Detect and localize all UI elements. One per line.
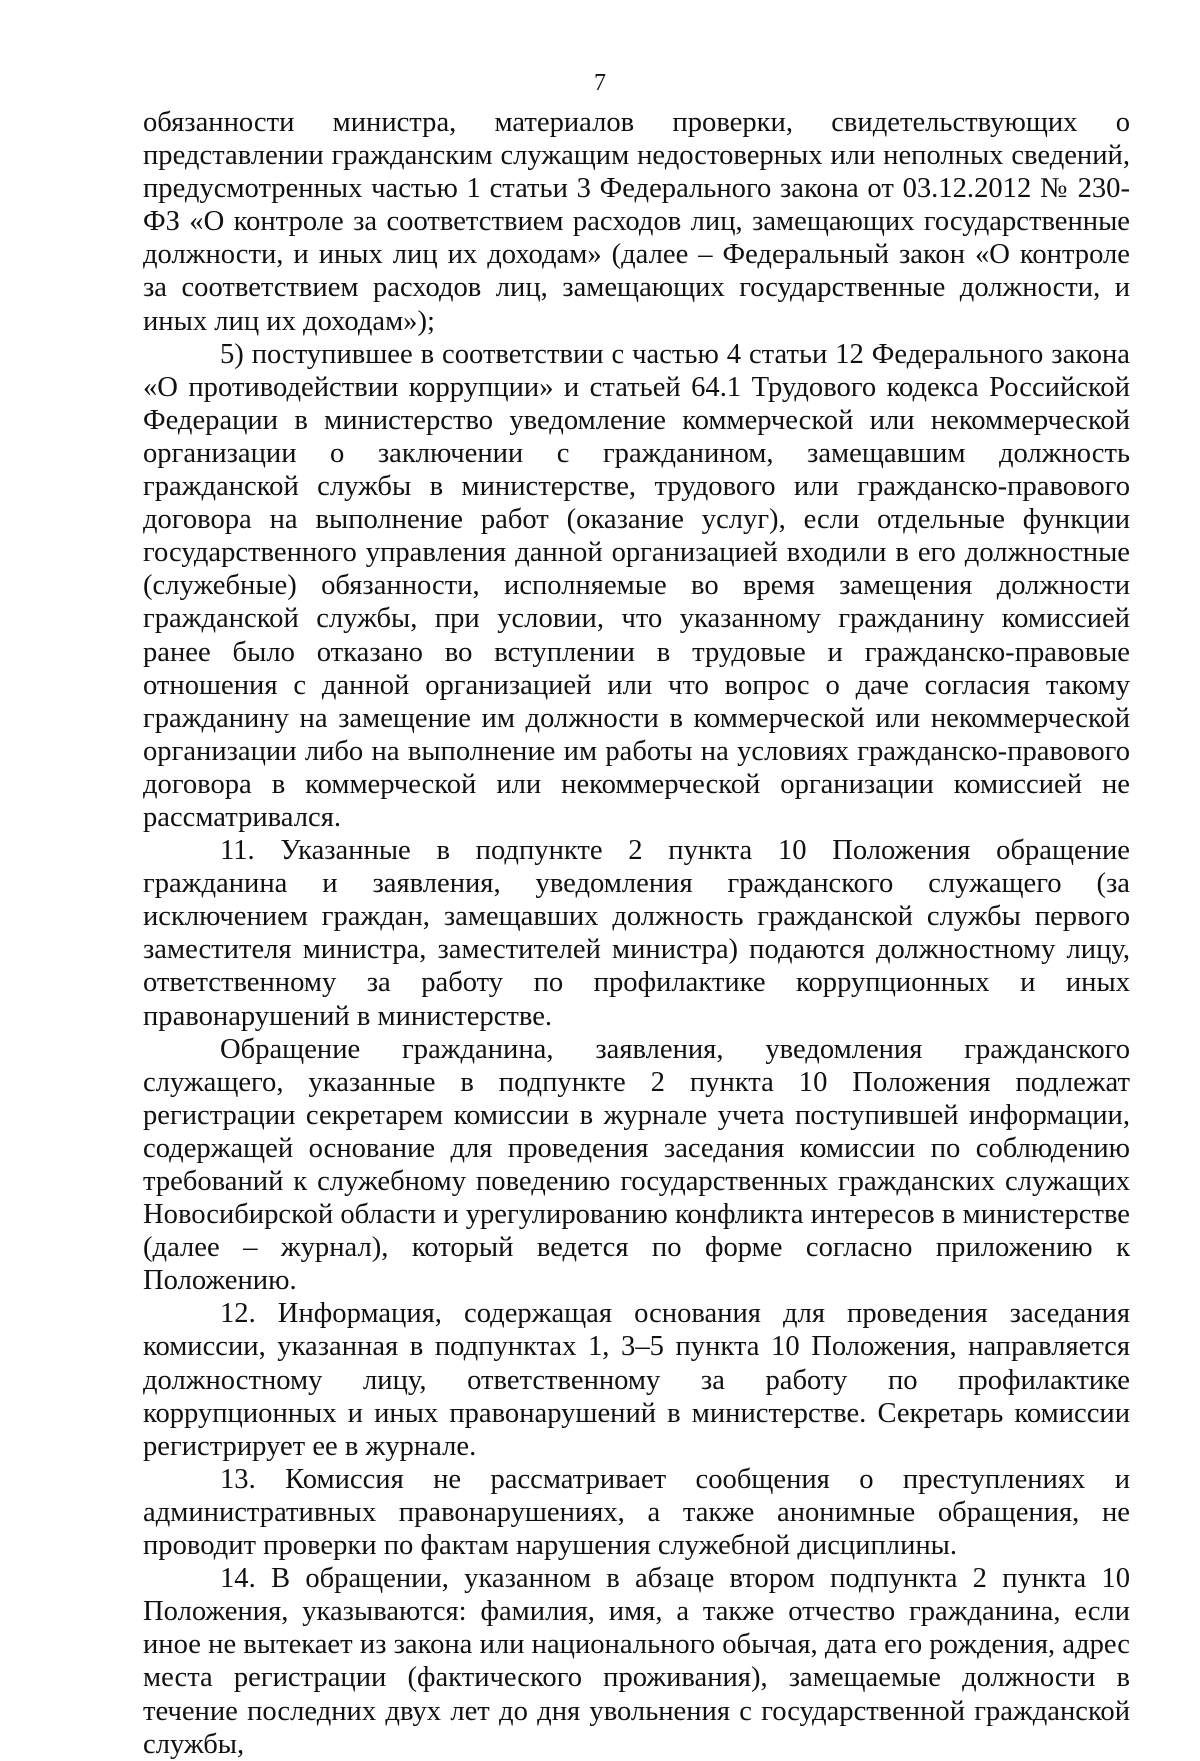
document-body bbox=[143, 106, 1130, 1761]
paragraph-item-11: 11. Указанные в подпункте 2 пункта 10 Положения обращение гражданина и заявления, уведомления гражданского служащего (за исключением граждан, замещавших должность гражданской службы первого заместителя министра, заместителей министра) подаются должностному лицу, ответственному за работу по профилактике коррупционных и иных правонарушений в министерстве. bbox=[143, 835, 1130, 1032]
paragraph-item-12: 12. Информация, содержащая основания для проведения заседания комиссии, указанная в подпунктах 1, 3–5 пункта 10 Положения, направляется должностному лицу, ответственному за работу по профилактике коррупционных и иных правонарушений в министерстве. Секретарь комиссии регистрирует ее в журнале. bbox=[143, 1298, 1130, 1462]
paragraph-continuation: обязанности министра, материалов проверки, свидетельствующих о представлении гражданским служащим недостоверных или неполных сведений, предусмотренных частью 1 статьи 3 Федерального закона от 03.12.2012 № 230-ФЗ «О контроле за соответствием расходов лиц, замещающих государственные должности, и иных лиц их доходам» (далее – Федеральный закон «О контроле за соответствием расходов лиц, замещающих государственные должности, и иных лиц их доходам»); bbox=[143, 107, 1130, 337]
page-number: 7 bbox=[594, 70, 606, 96]
paragraph-item-11-registration: Обращение гражданина, заявления, уведомления гражданского служащего, указанные в подпункте 2 пункта 10 Положения подлежат регистрации секретарем комиссии в журнале учета поступившей информации, содержащей основание для проведения заседания комиссии по соблюдению требований к служебному поведению государственных гражданских служащих Новосибирской области и урегулированию конфликта интересов в министерстве (далее – журнал), который ведется по форме согласно приложению к Положению. bbox=[143, 1033, 1130, 1297]
paragraph-item-14: 14. В обращении, указанном в абзаце втором подпункта 2 пункта 10 Положения, указываются: фамилия, имя, а также отчество гражданина, если иное не вытекает из закона или национального обычая, дата его рождения, адрес места регистрации (фактического проживания), замещаемые должности в течение последних двух лет до дня увольнения с государственной гражданской службы, bbox=[143, 1563, 1130, 1760]
paragraph-item-13: 13. Комиссия не рассматривает сообщения о преступлениях и административных правонарушениях, а также анонимные обращения, не проводит проверки по фактам нарушения служебной дисциплины. bbox=[143, 1463, 1130, 1562]
paragraph-item-5: 5) поступившее в соответствии с частью 4 статьи 12 Федерального закона «О противодействии коррупции» и статьей 64.1 Трудового кодекса Российской Федерации в министерство уведомление коммерческой или некоммерческой организации о заключении с гражданином, замещавшим должность гражданской службы в министерстве, трудового или гражданско-правового договора на выполнение работ (оказание услуг), если отдельные функции государственного управления данной организацией входили в его должностные (служебные) обязанности, исполняемые во время замещения должности гражданской службы, при условии, что указанному гражданину комиссией ранее было отказано во вступлении в трудовые и гражданско-правовые отношения с данной организацией или что вопрос о даче согласия такому гражданину на замещение им должности в коммерческой или некоммерческой организации либо на выполнение им работы на условиях гражданско-правового договора в коммерческой или некоммерческой организации комиссией не рассматривался. bbox=[143, 338, 1130, 833]
